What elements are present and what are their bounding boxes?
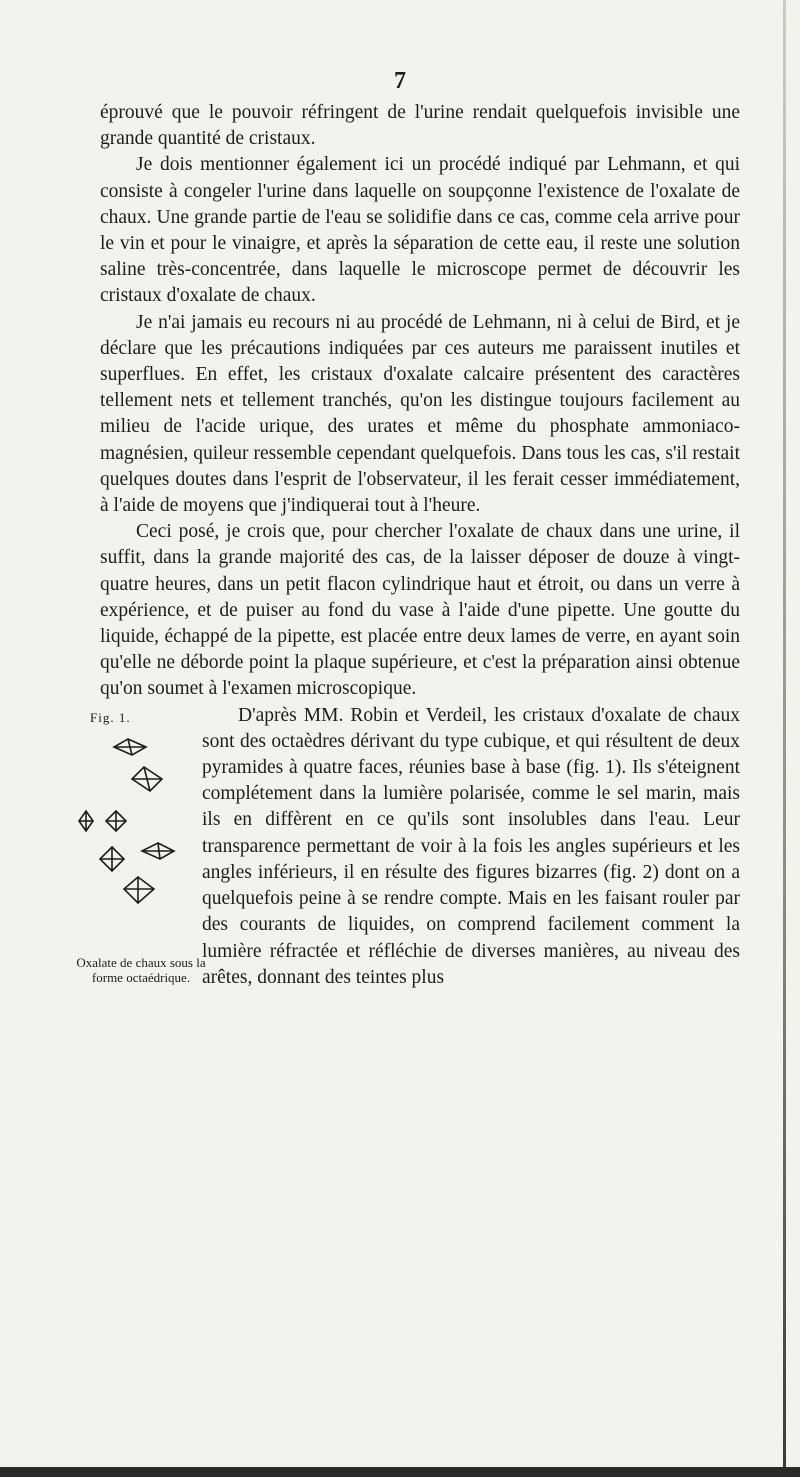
crystal (114, 739, 146, 755)
page-number: 7 (394, 68, 406, 94)
paragraph: D'après MM. Robin et Verdeil, les cristaux d'oxalate de chaux sont des octaèdres dérivant du type cubique, et qui résultent de deux pyramides à quatre faces, réunies base à base (fig. 1). Ils s'éteignent complétement dans la lumière polarisée, comme le sel marin, mais ils en diffèrent en ce qu'ils sont insolubles dans l'eau. Leur transparence permettant de voir à la fois les angles supérieurs et les angles inférieurs, il en résulte des figures bizarres (fig. 2) dont on a quelquefois peine à se rendre compte. Mais en les faisant rouler par des courants de liquides, on comprend facilement comment la lumière réfractée et réfléchie de diverses manières, au niveau des arêtes, donnant des teintes plus (202, 704, 740, 988)
octahedral-crystals-illustration (76, 727, 188, 947)
body-text (76, 100, 740, 1013)
crystal (132, 767, 162, 791)
crystal (106, 811, 126, 831)
page-edge-shadow (783, 0, 786, 1477)
figure-label: Fig. 1. (90, 709, 131, 725)
paragraph: Je dois mentionner également ici un procédé indiqué par Lehmann, et qui consiste à congeler l'urine dans laquelle on soupçonne l'existence de l'oxalate de chaux. Une grande partie de l'eau se solidifie dans ce cas, comme cela arrive pour le vin et pour le vinaigre, et après la séparation de cette eau, il reste une solution saline très-concentrée, dans laquelle le microscope permet de découvrir les cristaux d'oxalate de chaux. (100, 154, 740, 307)
crystal (124, 877, 154, 903)
crystal (100, 847, 124, 871)
crystal (79, 811, 93, 831)
paragraph: Ceci posé, je crois que, pour chercher l'oxalate de chaux dans une urine, il suffit, dans la grande majorité des cas, de la laisser déposer de douze à vingt-quatre heures, dans un petit flacon cylindrique haut et étroit, ou dans un verre à expérience, et de puiser au fond du vase à l'aide d'une pipette. Une goutte du liquide, échappé de la pipette, est placée entre deux lames de verre, en ayant soin qu'elle ne déborde point la plaque supérieure, et c'est la préparation ainsi obtenue qu'on soumet à l'examen microscopique. (100, 521, 740, 700)
figure-1 (76, 705, 206, 1013)
paragraph: Je n'ai jamais eu recours ni au procédé de Lehmann, ni à celui de Bird, et je déclare que les précautions indiquées par ces auteurs me paraissent inutiles et superflues. En effet, les cristaux d'oxalate calcaire présentent des caractères tellement nets et tellement tranchés, qu'on les distingue toujours facilement au milieu de l'acide urique, des urates et même du phosphate ammoniaco-magnésien, quileur ressemble cependant quelquefois. Dans tous les cas, s'il restait quelques doutes dans l'esprit de l'observateur, il les ferait cesser immédiatement, à l'aide de moyens que j'indiquerai tout à l'heure. (100, 311, 740, 517)
paragraph: éprouvé que le pouvoir réfringent de l'urine rendait quelquefois invisible une grande quantité de cristaux. (100, 102, 740, 150)
crystal (142, 843, 174, 859)
figure-caption: Oxalate de chaux sous la forme octaédrique. (76, 954, 206, 985)
page-bottom-edge (0, 1467, 800, 1477)
